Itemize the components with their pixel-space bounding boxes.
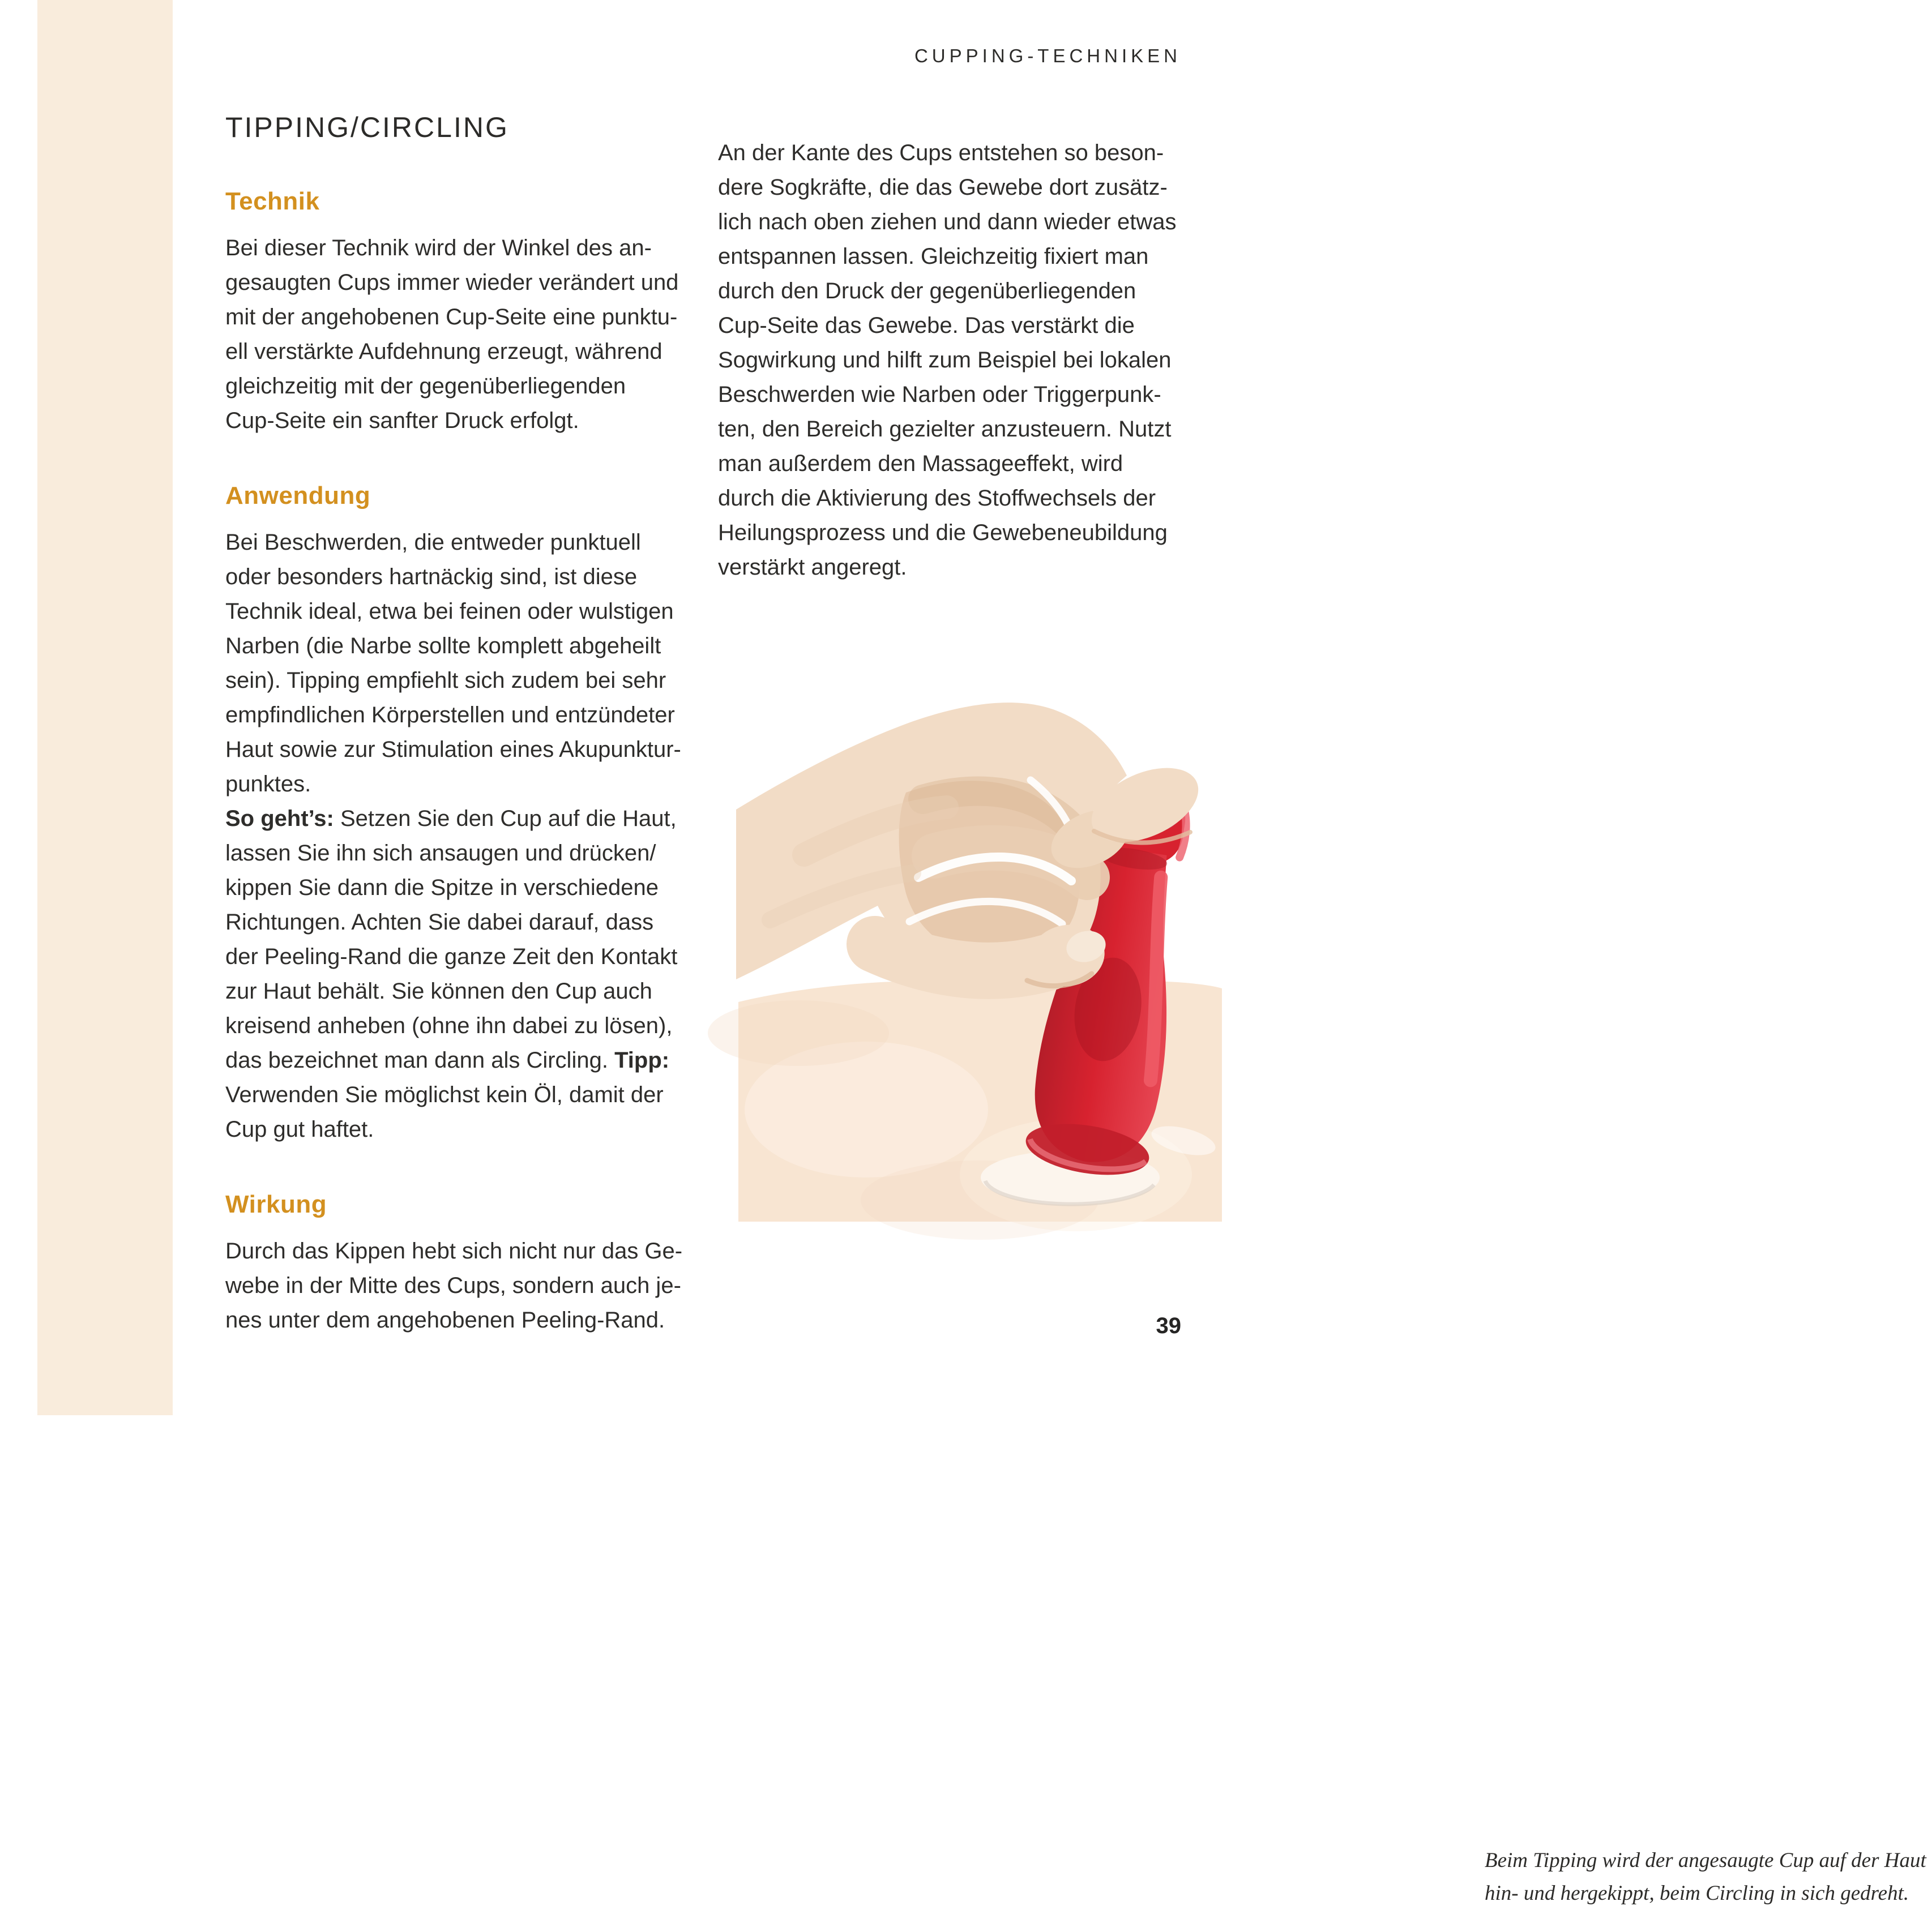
page-number: 39 — [1156, 1313, 1181, 1338]
page-margin-strip — [37, 0, 173, 1415]
left-column — [225, 111, 704, 1338]
paragraph-right-column: An der Kante des Cups entstehen so beson- dere Sogkräfte, die das Gewebe dort zusätz- lich nach oben ziehen und dann wieder etwas entspannen lassen. Gleichzeitig fixiert man durch den Druck der gegenüberliegenden Cup-Seite das Gewebe. Das verstärkt die Sogwirkung und hilft zum Beispiel bei lokalen Beschwerden wie Narben oder Triggerpunk- ten, den Bereich gezielter anzusteuern. Nutzt man außerdem den Massageeffekt, wird durch die Aktivierung des Stoffwechsels der Heilungsprozess und die Gewebeneubildung verstärkt angeregt. — [718, 140, 1177, 580]
figure-caption: Beim Tipping wird der angesaugte Cup auf der Haut hin- und hergekippt, beim Circling in sich gedreht. — [1485, 1849, 1926, 1905]
cupping-illustration-art — [736, 611, 1223, 1223]
paragraph-anwendung: Bei Beschwerden, die entweder punktuell oder besonders hartnäckig sind, ist diese Technik ideal, etwa bei feinen oder wulstigen Narben (die Narbe sollte komplett abgeheilt sein). Tipping empfiehlt sich zudem bei sehr empfindlichen Körperstellen und entzündeter Haut sowie zur Stimulation eines Akupunktur- punktes. So geht’s: Setzen Sie den Cup auf die Haut, lassen Sie ihn sich ansaugen und drücken/ kippen Sie dann die Spitze in verschiedene Richtungen. Achten Sie dabei darauf, dass der Peeling-Rand die ganze Zeit den Kontakt zur Haut behält. Sie können den Cup auch kreisend anheben (ohne ihn dabei zu lösen), das bezeichnet man dann als Circling. Tipp: Verwenden Sie möglichst kein Öl, damit der Cup gut haftet. — [225, 530, 681, 1142]
running-header: CUPPING-TECHNIKEN — [914, 45, 1181, 66]
paragraph-technik: Bei dieser Technik wird der Winkel des an- gesaugten Cups immer wieder verändert und mit der angehobenen Cup-Seite eine punktu- ell verstärkte Aufdehnung erzeugt, während gleichzeitig mit der gegenüberliegenden Cup-Seite ein sanfter Druck erfolgt. — [225, 235, 679, 433]
section-heading-technik: Technik — [225, 187, 320, 215]
section-heading-anwendung: Anwendung — [225, 482, 371, 509]
section-heading-wirkung: Wirkung — [225, 1190, 327, 1218]
page-title: TIPPING/CIRCLING — [225, 112, 509, 143]
right-column — [718, 136, 1197, 585]
thumb — [875, 944, 1049, 971]
paragraph-wirkung: Durch das Kippen hebt sich nicht nur das Ge- webe in der Mitte des Cups, sondern auch je- nes unter dem angehobenen Peeling-Rand. — [225, 1239, 683, 1333]
